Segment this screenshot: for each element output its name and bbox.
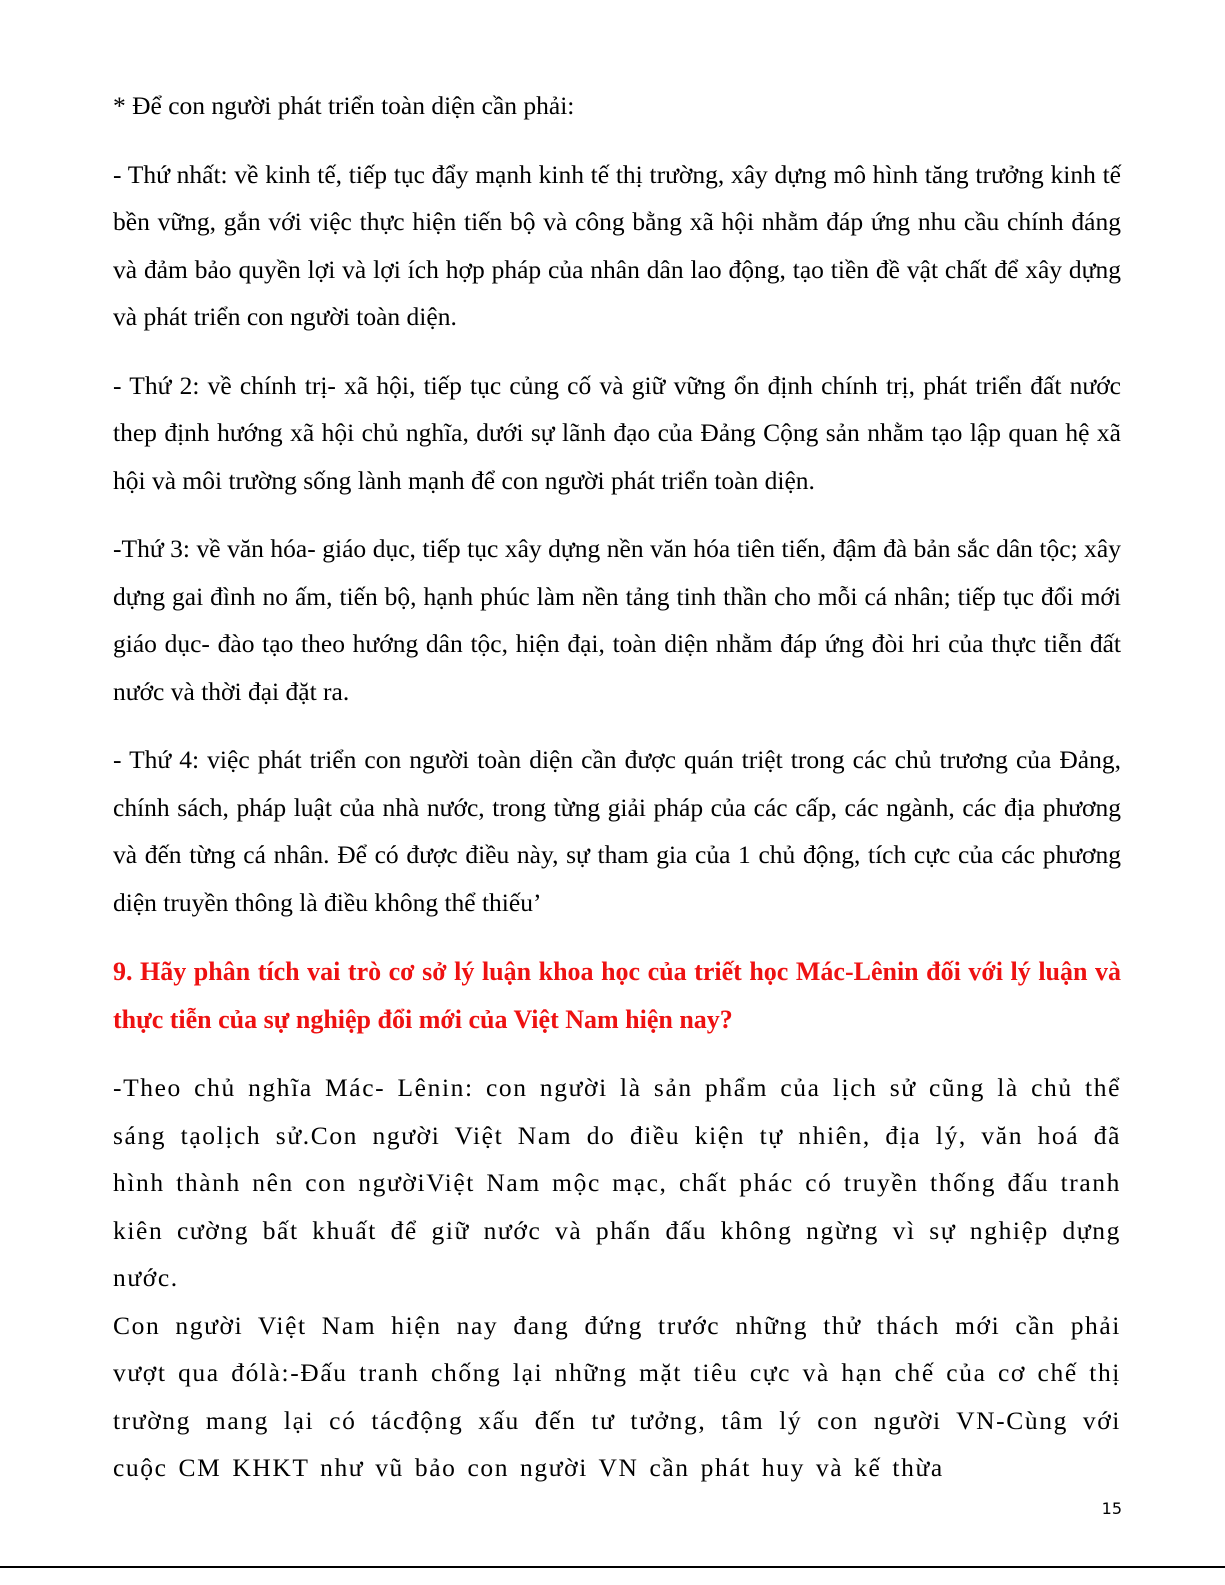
paragraph-politics: - Thứ 2: về chính trị- xã hội, tiếp tục củng cố và giữ vững ổn định chính trị, phát triển đất nước thep định hướng xã hội chủ nghĩa, dưới sự lãnh đạo của Đảng Cộng sản nhằm tạo lập quan hệ xã hội và môi trường sống lành mạnh để con người phát triển toàn diện. (113, 370, 1121, 495)
paragraph-economy: - Thứ nhất: về kinh tế, tiếp tục đẩy mạnh kinh tế thị trường, xây dựng mô hình tăng trưởng kinh tế bền vững, gắn với việc thực hiện tiến bộ và công bằng xã hội nhằm đáp ứng nhu cầu chính đáng và đảm bảo quyền lợi và lợi ích hợp pháp của nhân dân lao động, tạo tiền đề vật chất để xây dựng và phát triển con người toàn diện. (113, 159, 1121, 331)
paragraph-culture: -Thứ 3: về văn hóa- giáo dục, tiếp tục xây dựng nền văn hóa tiên tiến, đậm đà bản sắc dân tộc; xây dựng gai đình no ấm, tiến bộ, hạnh phúc làm nền tảng tinh thần cho mỗi cá nhân; tiếp tục đổi mới giáo dục- đào tạo theo hướng dân tộc, hiện đại, toàn diện nhằm đáp ứng đòi hri của thực tiễn đất nước và thời đại đặt ra. (113, 534, 1121, 706)
page-number: 15 (1101, 1499, 1122, 1518)
document-page (113, 82, 1121, 1492)
answer-paragraph-2: Con người Việt Nam hiện nay đang đứng trước những thử thách mới cần phải vượt qua đólà:-Đấu tranh chống lại những mặt tiêu cực và hạn chế của cơ chế thị trường mang lại có tácđộng xấu đến tư tưởng, tâm lý con người VN-Cùng với cuộc CM KHKT như vũ bảo con người VN cần phát huy và kế thừa (113, 1310, 1121, 1482)
answer-paragraph-1: -Theo chủ nghĩa Mác- Lênin: con người là sản phẩm của lịch sử cũng là chủ thể sáng tạolịch sử.Con người Việt Nam do điều kiện tự nhiên, địa lý, văn hoá đã hình thành nên con ngườiViệt Nam mộc mạc, chất phác có truyền thống đấu tranh kiên cường bất khuất để giữ nước và phấn đấu không ngừng vì sự nghiệp dựng nước. (113, 1073, 1121, 1292)
intro-line: * Để con người phát triển toàn diện cần phải: (113, 91, 575, 120)
page-bottom-divider (0, 1566, 1225, 1568)
paragraph-implementation: - Thứ 4: việc phát triển con người toàn diện cần được quán triệt trong các chủ trương của Đảng, chính sách, pháp luật của nhà nước, trong từng giải pháp của các cấp, các ngành, các địa phương và đến từng cá nhân. Để có được điều này, sự tham gia của 1 chủ động, tích cực của các phương diện truyền thông là điều không thể thiếu’ (113, 745, 1121, 917)
question-heading: 9. Hãy phân tích vai trò cơ sở lý luận khoa học của triết học Mác-Lênin đối với lý luận và thực tiễn của sự nghiệp đổi mới của Việt Nam hiện nay? (113, 957, 1121, 1034)
